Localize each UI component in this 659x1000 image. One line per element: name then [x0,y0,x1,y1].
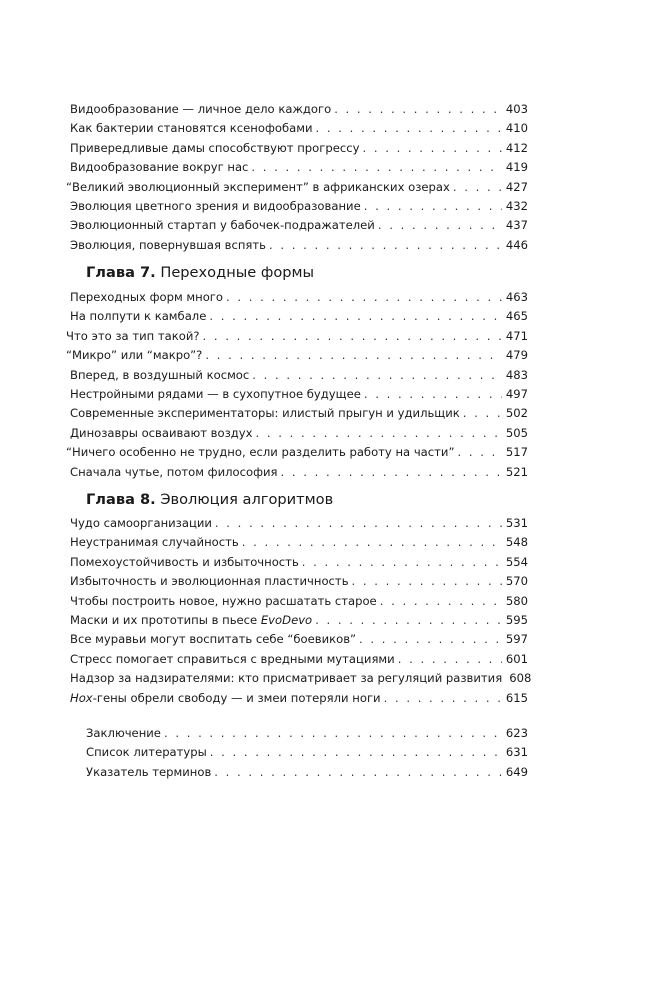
toc-entry-page: 649 [505,764,528,779]
toc-entry-title: Переходных форм много [70,290,223,304]
toc-entry-page: 412 [505,140,528,155]
toc-entry-title: Эволюция цветного зрения и видообразование [70,198,361,213]
dot-leader [380,592,502,611]
dot-leader [242,533,502,552]
toc-entry-page: 471 [505,328,528,343]
toc-entry-title: Сначала чутье, потом философия [70,464,278,479]
toc-entry[interactable] [70,197,528,216]
dot-leader [205,346,502,365]
toc-entry[interactable] [70,404,528,423]
toc-entry-title [70,611,315,630]
toc-entry-page: 403 [505,102,528,116]
toc-entry[interactable] [70,385,528,404]
chapter-label: Глава 8. [86,491,156,508]
toc-entry-title: Современные экспериментаторы: илистый прыгун и удильщик [70,406,460,421]
chapter-title: Эволюция алгоритмов [155,491,334,508]
dot-leader [453,178,502,197]
toc-entry[interactable] [66,178,528,197]
toc-chapter-7 [66,288,528,482]
toc-entry-title: Надзор за надзирателями: кто присматривает за регуляций развития [70,671,503,686]
dot-leader [251,158,501,177]
toc-entry[interactable] [86,743,528,762]
toc-entry-title: Неустранимая случайность [70,535,239,550]
toc-chapter-8 [70,514,532,708]
toc-section-continued [66,100,528,255]
dot-leader [164,724,502,743]
dot-leader [209,307,502,326]
dot-leader [252,366,502,385]
dot-leader [364,385,502,404]
chapter-label: Глава 7. [86,264,156,281]
toc-entry-title: “Ничего особенно не трудно, если разделить работу на части” [66,445,455,460]
toc-entry[interactable] [70,100,528,119]
toc-entry-title: Чудо самоорганизации [70,516,212,530]
dot-leader [362,139,501,158]
toc-entry[interactable] [66,443,528,462]
toc-entry-title: Чтобы построить новое, нужно расшатать старое [70,593,377,608]
dot-leader [398,650,502,669]
toc-entry-page: 570 [505,574,528,589]
toc-entry-title: На полпути к камбале [70,309,207,324]
dot-leader [215,514,502,533]
dot-leader [315,611,502,630]
toc-backmatter [86,724,528,782]
chapter-8-heading[interactable] [86,490,333,510]
toc-entry-page: 465 [505,309,528,324]
toc-entry-page: 446 [505,237,528,252]
toc-entry-page: 631 [505,745,528,760]
toc-entry-page: 437 [505,218,528,233]
toc-entry-title: Избыточность и эволюционная пластичность [70,574,349,589]
toc-entry-page: 608 [509,671,532,686]
toc-entry-title: Все муравьи могут воспитать себе “боевиков” [70,632,357,647]
toc-entry[interactable] [70,689,528,708]
toc-entry[interactable] [70,669,532,688]
toc-entry-title: Видообразование — личное дело каждого [70,102,332,116]
dot-leader [359,630,502,649]
dot-leader [316,119,502,138]
dot-leader [384,689,502,708]
toc-entry-page: 432 [505,198,528,213]
toc-entry[interactable] [70,553,528,572]
dot-leader [214,763,502,782]
toc-entry-title: Нестройными рядами — в сухопутное будущее [70,386,361,401]
dot-leader [364,197,502,216]
toc-entry-page: 517 [505,445,528,460]
toc-entry[interactable] [70,424,528,443]
toc-entry[interactable] [70,463,528,482]
toc-entry-title: Видообразование вокруг нас [70,160,249,175]
toc-entry-title-italic: EvoDevo [260,612,313,627]
toc-entry-page: 410 [505,121,528,136]
toc-entry-title: Что это за тип такой? [66,328,200,343]
toc-entry-title [70,689,384,708]
dot-leader [255,424,501,443]
toc-entry[interactable] [70,592,528,611]
dot-leader [269,236,502,255]
toc-entry-title: Динозавры осваивают воздух [70,425,253,440]
dot-leader [352,572,502,591]
chapter-title: Переходные формы [155,264,315,281]
toc-entry-title: Эволюционный стартап у бабочек-подражателей [70,218,375,233]
toc-entry-page: 601 [505,651,528,666]
toc-entry[interactable] [70,533,528,552]
toc-entry-title: Эволюция, повернувшая вспять [70,237,266,252]
toc-entry-title: Заключение [86,726,161,740]
toc-entry-title-text: Маски и их прототипы в пьесе [70,612,261,627]
toc-entry-page: 502 [505,406,528,421]
toc-entry-page: 531 [505,516,528,530]
toc-entry[interactable] [70,366,528,385]
toc-entry[interactable] [70,158,528,177]
dot-leader [457,443,501,462]
toc-entry-page: 554 [505,554,528,569]
toc-entry-title: Указатель терминов [86,764,212,779]
toc-entry[interactable] [86,724,528,743]
toc-entry[interactable] [70,514,528,533]
toc-entry-title: Помехоустойчивость и избыточность [70,554,299,569]
toc-entry[interactable] [86,763,528,782]
toc-entry-title: “Микро” или “макро”? [66,348,203,363]
toc-entry-title: Вперед, в воздушный космос [70,367,250,382]
toc-entry[interactable] [70,236,528,255]
toc-entry-page: 497 [505,386,528,401]
dot-leader [281,463,502,482]
toc-entry-title-text: -гены обрели свободу — и змеи потеряли ноги [92,690,381,705]
toc-entry-page: 615 [505,690,528,705]
toc-entry-title: Как бактерии становятся ксенофобами [70,121,313,136]
dot-leader [334,100,502,119]
toc-entry-page: 505 [505,425,528,440]
toc-entry-page: 483 [505,367,528,382]
toc-entry[interactable] [70,119,528,138]
toc-entry[interactable] [66,327,528,346]
toc-entry-page: 595 [505,612,528,627]
toc-entry-page: 623 [505,726,528,740]
toc-entry-title: “Великий эволюционный эксперимент” в африканских озерах [66,179,450,194]
dot-leader [210,743,502,762]
toc-entry-title: Список литературы [86,745,207,760]
chapter-7-heading[interactable] [86,263,314,283]
toc-entry-page: 479 [505,348,528,363]
toc-entry-title: Стресс помогает справиться с вредными мутациями [70,651,395,666]
toc-entry[interactable] [66,346,528,365]
toc-entry[interactable] [70,307,528,326]
toc-entry[interactable] [70,139,528,158]
toc-entry-page: 548 [505,535,528,550]
dot-leader [302,553,502,572]
toc-entry-title-italic: Hox [70,690,93,705]
dot-leader [226,288,502,307]
toc-entry-page: 580 [505,593,528,608]
toc-entry-page: 419 [505,160,528,175]
toc-entry[interactable] [70,216,528,235]
toc-entry[interactable] [70,611,528,630]
toc-entry-page: 521 [505,464,528,479]
toc-entry[interactable] [70,288,528,307]
toc-entry[interactable] [70,630,528,649]
toc-entry-page: 427 [505,179,528,194]
toc-entry[interactable] [70,572,528,591]
dot-leader [463,404,502,423]
toc-entry-page: 597 [505,632,528,647]
dot-leader [378,216,502,235]
toc-entry-title: Привередливые дамы способствуют прогрессу [70,140,360,155]
toc-entry[interactable] [70,650,528,669]
toc-entry-page: 463 [505,290,528,304]
dot-leader [203,327,502,346]
